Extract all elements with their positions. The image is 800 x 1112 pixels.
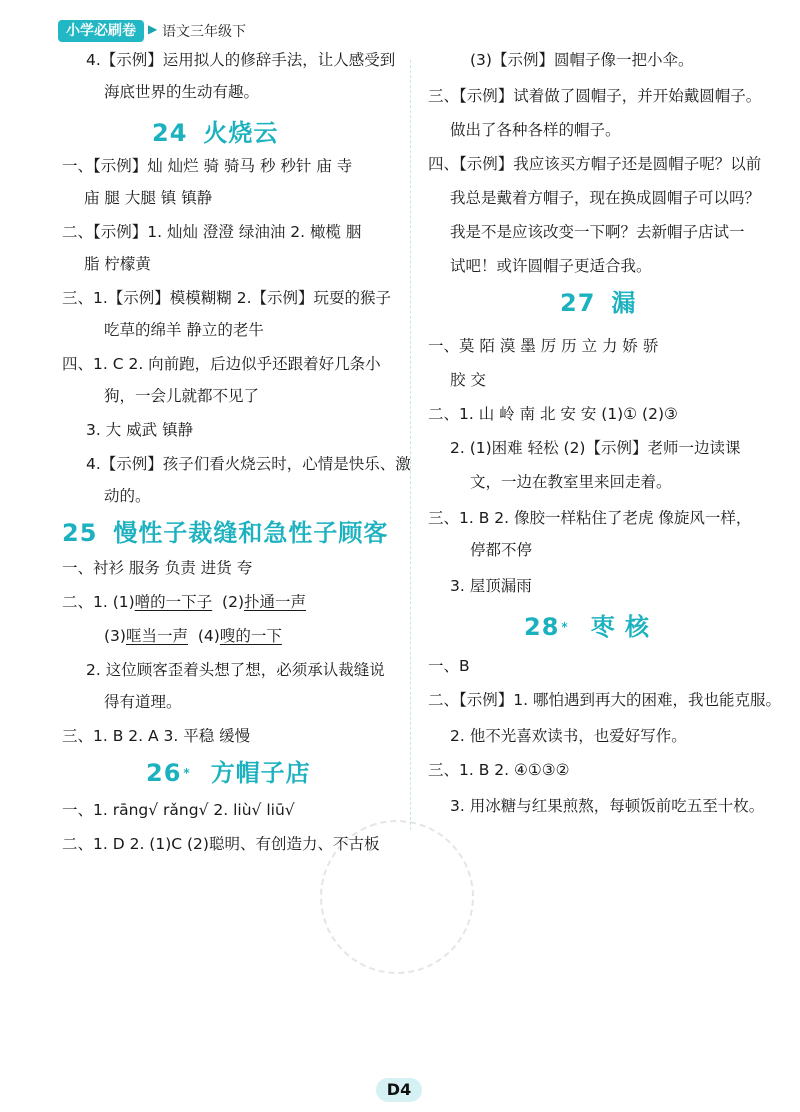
arrow-icon: ▶ xyxy=(148,22,158,36)
section-title-25 xyxy=(62,518,388,548)
answer-line: 四、【示例】我应该买方帽子还是圆帽子呢？以前 xyxy=(428,155,762,173)
answer-line: 4.【示例】运用拟人的修辞手法，让人感受到 xyxy=(86,51,396,69)
section-name: 漏 xyxy=(611,289,637,317)
section-title-27 xyxy=(560,288,636,318)
answer-line: 二、1. D 2. (1)C (2)聪明、有创造力、不古板 xyxy=(62,835,380,853)
answer-line: 一、B xyxy=(428,657,470,675)
star-mark: * xyxy=(561,620,569,634)
answer-line: 海底世界的生动有趣。 xyxy=(104,83,260,101)
answer-line: 2. (1)困难 轻松 (2)【示例】老师一边读课 xyxy=(450,439,741,457)
answer-line: 得有道理。 xyxy=(104,693,182,711)
section-title-28 xyxy=(524,612,650,642)
answer-line: 一、【示例】灿 灿烂 骑 骑马 秒 秒针 庙 寺 xyxy=(62,157,353,175)
answer-line: 一、衬衫 服务 负责 进货 夸 xyxy=(62,559,253,577)
answer-part-underlined: 噌的一下子 xyxy=(134,593,213,611)
answer-line xyxy=(104,626,282,646)
answer-line: 4.【示例】孩子们看火烧云时，心情是快乐、激 xyxy=(86,455,411,473)
section-title-24 xyxy=(152,118,278,148)
answer-part: (4) xyxy=(197,627,220,645)
section-name: 慢性子裁缝和急性子顾客 xyxy=(113,519,389,547)
answer-line: 我是不是应该改变一下啊？去新帽子店试一 xyxy=(450,223,745,241)
column-divider xyxy=(410,60,411,830)
answer-line: 三、1. B 2. 像胶一样粘住了老虎 像旋风一样， xyxy=(428,509,752,527)
answer-line xyxy=(62,592,306,612)
answer-line: 三、1. B 2. A 3. 平稳 缓慢 xyxy=(62,727,251,745)
section-number: 25 xyxy=(62,519,98,547)
answer-line: 三、【示例】试着做了圆帽子，并开始戴圆帽子。 xyxy=(428,87,762,105)
section-number: 28 xyxy=(524,613,560,641)
answer-part-underlined: 扑通一声 xyxy=(244,593,307,611)
answer-line: 2. 他不光喜欢读书，也爱好写作。 xyxy=(450,727,687,745)
watermark-stamp xyxy=(298,798,495,995)
header-bar xyxy=(0,0,800,8)
answer-part-underlined: 嗖的一下 xyxy=(219,627,282,645)
answer-line: 我总是戴着方帽子，现在换成圆帽子可以吗？ xyxy=(450,189,761,207)
section-name: 方帽子店 xyxy=(210,759,311,787)
answer-line: 2. 这位顾客歪着头想了想，必须承认裁缝说 xyxy=(86,661,385,679)
answer-part-underlined: 哐当一声 xyxy=(125,627,188,645)
answer-line: 二、【示例】1. 灿灿 澄澄 绿油油 2. 橄榄 胭 xyxy=(62,223,362,241)
answer-line: 文，一边在教室里来回走着。 xyxy=(470,473,672,491)
answer-line: 一、1. rāng√ rǎng√ 2. liù√ liū√ xyxy=(62,801,295,819)
answer-line: 四、1. C 2. 向前跑，后边似乎还跟着好几条小 xyxy=(62,355,381,373)
star-mark: * xyxy=(183,766,191,780)
answer-line: 三、1. B 2. ④①③② xyxy=(428,761,570,779)
series-badge: 小学必刷卷 xyxy=(58,20,144,42)
page-number: D4 xyxy=(376,1078,422,1102)
answer-part: (2) xyxy=(222,593,245,611)
section-name: 火烧云 xyxy=(203,119,279,147)
answer-part: (3) xyxy=(104,627,126,645)
section-title-26 xyxy=(146,758,311,788)
answer-line: 狗，一会儿就都不见了 xyxy=(104,387,260,405)
section-name: 枣 核 xyxy=(590,613,651,641)
answer-line: 试吧！或许圆帽子更适合我。 xyxy=(450,257,652,275)
answer-line: 二、【示例】1. 哪怕遇到再大的困难，我也能克服。 xyxy=(428,691,781,709)
answer-line: 停都不停 xyxy=(470,541,533,559)
answer-line: 3. 大 威武 镇静 xyxy=(86,421,194,439)
answer-line: 一、莫 陌 漠 墨 厉 历 立 力 娇 骄 xyxy=(428,337,659,355)
answer-line: 3. 屋顶漏雨 xyxy=(450,577,532,595)
answer-line: 庙 腿 大腿 镇 镇静 xyxy=(84,189,213,207)
book-subject: 语文三年级下 xyxy=(162,24,246,40)
section-number: 27 xyxy=(560,289,596,317)
answer-line: 吃草的绵羊 静立的老牛 xyxy=(104,321,264,339)
section-number: 24 xyxy=(152,119,188,147)
answer-line: 动的。 xyxy=(104,487,151,505)
answer-line: 3. 用冰糖与红果煎熬，每顿饭前吃五至十枚。 xyxy=(450,797,765,815)
answer-line: 二、1. 山 岭 南 北 安 安 (1)① (2)③ xyxy=(428,405,678,423)
answer-line: 做出了各种各样的帽子。 xyxy=(450,121,621,139)
answer-part: 二、1. (1) xyxy=(62,593,135,611)
answer-line: (3)【示例】圆帽子像一把小伞。 xyxy=(470,51,694,69)
answer-line: 脂 柠檬黄 xyxy=(84,255,151,273)
answer-line: 三、1.【示例】模模糊糊 2.【示例】玩耍的猴子 xyxy=(62,289,392,307)
section-number: 26 xyxy=(146,759,182,787)
answer-line: 胶 交 xyxy=(450,371,486,389)
